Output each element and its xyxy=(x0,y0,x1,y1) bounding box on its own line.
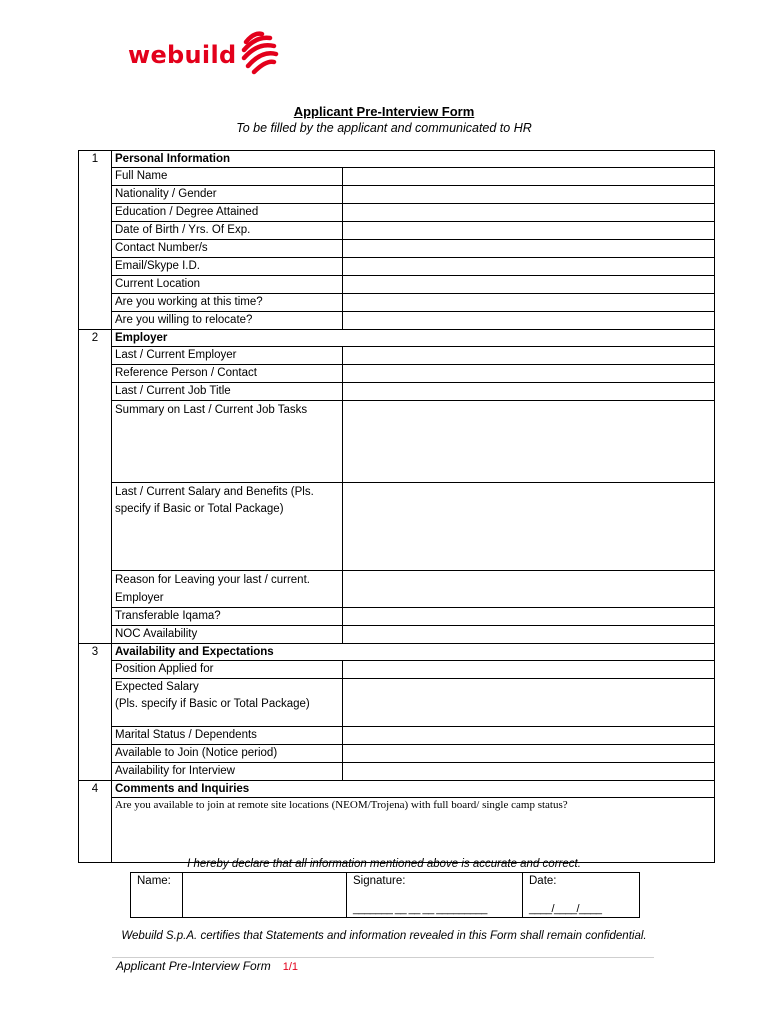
field-row xyxy=(79,365,715,383)
section-header-2 xyxy=(79,330,715,347)
field-row xyxy=(79,186,715,204)
field-label: Transferable Iqama? xyxy=(112,608,343,626)
salary-benefits-input[interactable] xyxy=(343,483,715,571)
date-line: ____/____/____ xyxy=(529,903,602,915)
field-label: Position Applied for xyxy=(112,661,343,679)
form-title: Applicant Pre-Interview Form xyxy=(293,104,475,119)
webuild-swirl-icon xyxy=(240,28,280,76)
signature-line: _______ __ __ __ _________ xyxy=(353,903,487,915)
field-label: Reason for Leaving your last / current. Employer xyxy=(112,571,343,608)
field-row xyxy=(79,745,715,763)
relocate-input[interactable] xyxy=(343,312,715,330)
field-row xyxy=(79,168,715,186)
field-label: Summary on Last / Current Job Tasks xyxy=(112,401,343,483)
field-label: Expected Salary (Pls. specify if Basic or Total Package) xyxy=(112,679,343,727)
field-row xyxy=(79,483,715,571)
signature-cell[interactable] xyxy=(347,873,523,918)
date-label: Date: xyxy=(529,875,557,887)
confidentiality-note: Webuild S.p.A. certifies that Statements and information revealed in this Form shall remain confidential. xyxy=(121,930,647,942)
field-label: Contact Number/s xyxy=(112,240,343,258)
field-row xyxy=(79,727,715,745)
footer xyxy=(116,959,298,973)
expected-salary-input[interactable] xyxy=(343,679,715,727)
last-employer-input[interactable] xyxy=(343,347,715,365)
field-row xyxy=(79,383,715,401)
field-row xyxy=(79,626,715,644)
working-now-input[interactable] xyxy=(343,294,715,312)
job-tasks-input[interactable] xyxy=(343,401,715,483)
logo-text: webuild xyxy=(128,41,237,69)
field-row xyxy=(79,204,715,222)
field-label: Date of Birth / Yrs. Of Exp. xyxy=(112,222,343,240)
field-row xyxy=(79,258,715,276)
section-title: Comments and Inquiries xyxy=(112,781,715,798)
section-header-4 xyxy=(79,781,715,798)
field-label: Availability for Interview xyxy=(112,763,343,781)
field-label: Marital Status / Dependents xyxy=(112,727,343,745)
section-header-3 xyxy=(79,644,715,661)
notice-period-input[interactable] xyxy=(343,745,715,763)
reason-leaving-input[interactable] xyxy=(343,571,715,608)
field-row xyxy=(79,571,715,608)
section-title: Personal Information xyxy=(112,151,715,168)
field-label: Last / Current Job Title xyxy=(112,383,343,401)
iqama-input[interactable] xyxy=(343,608,715,626)
field-row xyxy=(79,661,715,679)
footer-divider xyxy=(112,957,654,958)
signature-table xyxy=(130,872,640,918)
section-number: 3 xyxy=(79,644,112,661)
field-label: Full Name xyxy=(112,168,343,186)
job-title-input[interactable] xyxy=(343,383,715,401)
field-label: Current Location xyxy=(112,276,343,294)
section-number: 4 xyxy=(79,781,112,798)
field-label: Reference Person / Contact xyxy=(112,365,343,383)
footer-title: Applicant Pre-Interview Form xyxy=(116,959,271,973)
field-row xyxy=(79,763,715,781)
field-row xyxy=(79,294,715,312)
contact-number-input[interactable] xyxy=(343,240,715,258)
field-row xyxy=(79,222,715,240)
form-subtitle: To be filled by the applicant and communicated to HR xyxy=(236,121,532,135)
comments-field[interactable]: Are you available to join at remote site locations (NEOM/Trojena) with full board/ single camp status? xyxy=(112,798,715,863)
field-label: NOC Availability xyxy=(112,626,343,644)
comments-row xyxy=(79,798,715,863)
field-label: Education / Degree Attained xyxy=(112,204,343,222)
pre-interview-table xyxy=(78,150,715,863)
field-label: Available to Join (Notice period) xyxy=(112,745,343,763)
field-row xyxy=(79,608,715,626)
field-row xyxy=(79,240,715,258)
field-label: Last / Current Salary and Benefits (Pls. specify if Basic or Total Package) xyxy=(112,483,343,571)
field-label: Nationality / Gender xyxy=(112,186,343,204)
field-row xyxy=(79,401,715,483)
field-label: Email/Skype I.D. xyxy=(112,258,343,276)
field-row xyxy=(79,276,715,294)
field-label: Are you willing to relocate? xyxy=(112,312,343,330)
webuild-logo xyxy=(128,34,280,76)
name-label: Name: xyxy=(131,873,183,918)
signature-label: Signature: xyxy=(353,875,406,887)
section-title: Availability and Expectations xyxy=(112,644,715,661)
field-row xyxy=(79,679,715,727)
date-cell[interactable] xyxy=(523,873,640,918)
section-number: 2 xyxy=(79,330,112,347)
section-title: Employer xyxy=(112,330,715,347)
name-input[interactable] xyxy=(183,873,347,918)
current-location-input[interactable] xyxy=(343,276,715,294)
birth-experience-input[interactable] xyxy=(343,222,715,240)
section-number: 1 xyxy=(79,151,112,168)
marital-status-input[interactable] xyxy=(343,727,715,745)
reference-person-input[interactable] xyxy=(343,365,715,383)
field-label: Are you working at this time? xyxy=(112,294,343,312)
email-skype-input[interactable] xyxy=(343,258,715,276)
field-row xyxy=(79,312,715,330)
education-input[interactable] xyxy=(343,204,715,222)
footer-page-number: 1/1 xyxy=(282,961,299,973)
position-applied-input[interactable] xyxy=(343,661,715,679)
section-header-1 xyxy=(79,151,715,168)
noc-input[interactable] xyxy=(343,626,715,644)
field-row xyxy=(79,347,715,365)
interview-availability-input[interactable] xyxy=(343,763,715,781)
full-name-input[interactable] xyxy=(343,168,715,186)
declaration-text: I hereby declare that all information mentioned above is accurate and correct. xyxy=(187,858,581,870)
nationality-gender-input[interactable] xyxy=(343,186,715,204)
field-label: Last / Current Employer xyxy=(112,347,343,365)
